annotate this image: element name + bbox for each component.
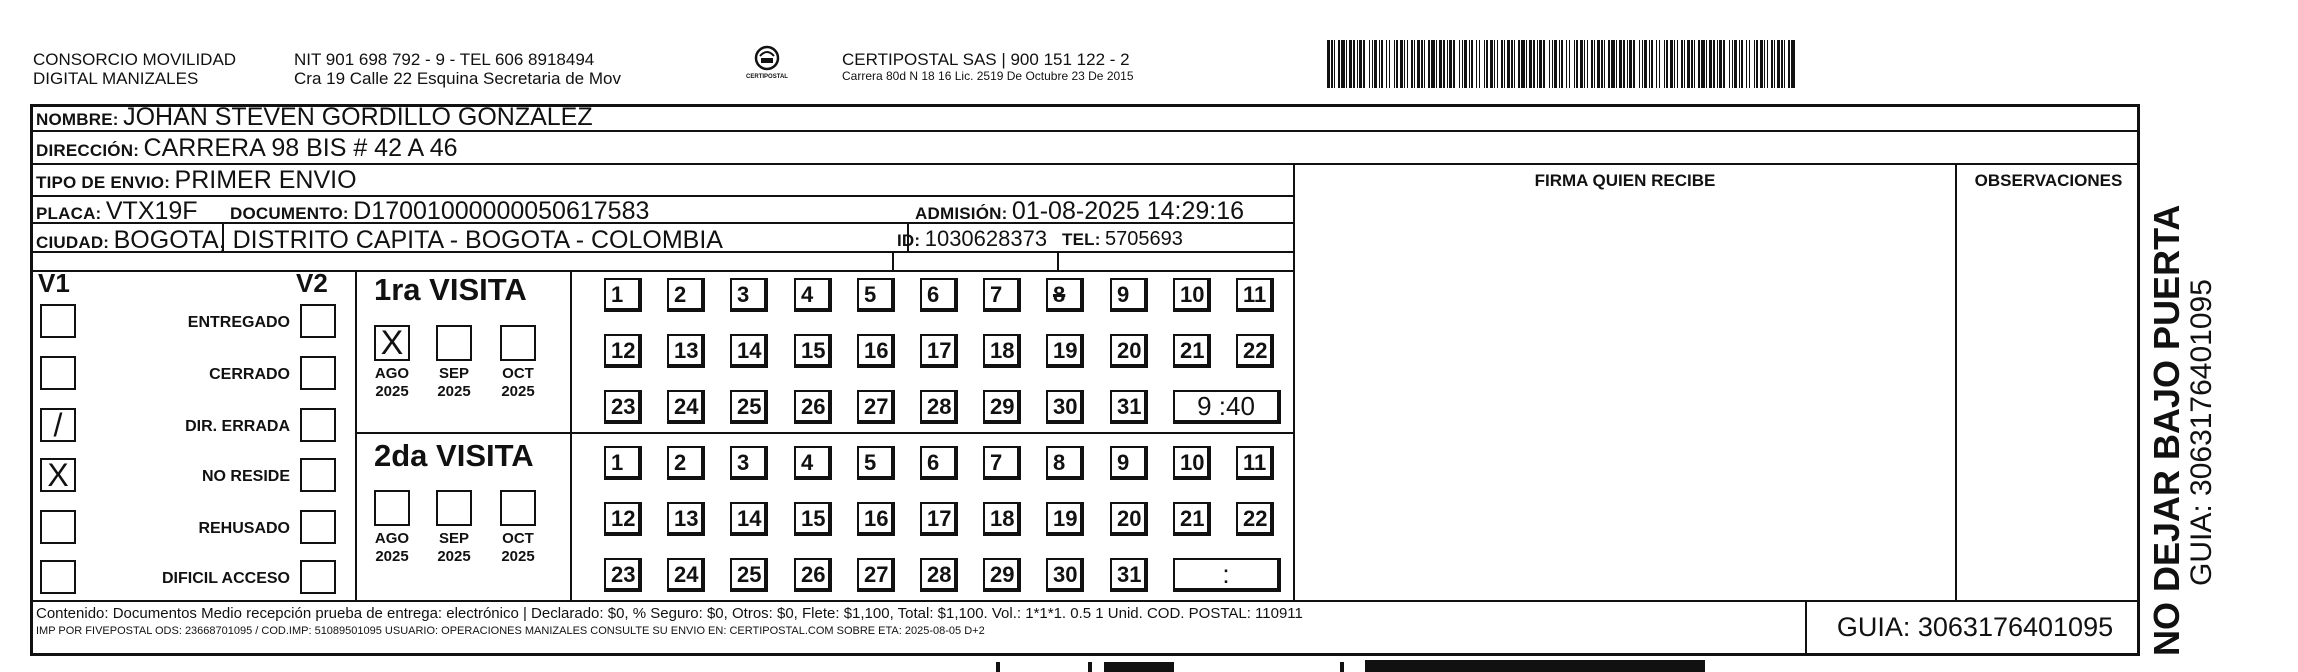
nit-line: NIT 901 698 792 - 9 - TEL 606 8918494 [294,50,595,69]
day-box[interactable]: 29 [983,558,1021,592]
tel-cell [1062,228,1183,251]
day-box[interactable]: 6 [920,446,958,480]
day-box[interactable]: 25 [730,558,768,592]
month-checkbox[interactable] [374,490,410,526]
top-barcode [1327,40,1795,88]
time-field[interactable]: 9 :40 [1173,390,1281,424]
day-box[interactable]: 29 [983,390,1021,424]
v1-checkbox[interactable]: X [40,458,76,492]
v2-checkbox[interactable] [300,304,336,338]
barcode-fragment [1104,662,1174,672]
time-field[interactable]: : [1173,558,1281,592]
plate-cell [36,197,198,226]
month-label: AGO [374,365,410,382]
company-address: Cra 19 Calle 22 Esquina Secretaria de Mov [294,69,621,88]
day-box[interactable]: 27 [857,390,895,424]
day-box[interactable]: 17 [920,334,958,368]
day-box[interactable]: 5 [857,446,895,480]
month-label: AGO [374,530,410,547]
day-box[interactable]: 31 [1110,558,1148,592]
year-label: 2025 [375,548,409,565]
id-value: 1030628373 [924,226,1048,251]
company-line2: DIGITAL MANIZALES [33,69,199,88]
barcode-fragment [1340,662,1344,672]
day-box[interactable]: 9 [1110,446,1148,480]
day-box[interactable]: 3 [730,446,768,480]
courier-info [842,50,1134,83]
day-box[interactable]: 23 [604,558,642,592]
v2-checkbox[interactable] [300,356,336,390]
document-label: DOCUMENTO: [230,204,349,223]
day-box[interactable]: 8 [1046,446,1084,480]
day-box[interactable]: 30 [1046,558,1084,592]
day-box[interactable]: 22 [1236,334,1274,368]
certipostal-logo [742,44,792,84]
day-box[interactable]: 11 [1236,278,1274,312]
day-box[interactable]: 9 [1110,278,1148,312]
month-label: SEP [438,365,469,382]
logo-text: CERTIPOSTAL [746,74,788,80]
day-box[interactable]: 21 [1173,334,1211,368]
v1-checkbox[interactable]: / [40,408,76,442]
visit2-title: 2da VISITA [374,438,534,473]
signature-area[interactable] [1297,196,1953,598]
month-label: OCT [502,365,534,382]
barcode-fragment [1365,660,1705,672]
month-checkbox[interactable] [436,325,472,361]
day-box[interactable]: 19 [1046,502,1084,536]
observations-label: OBSERVACIONES [1974,171,2123,190]
day-box[interactable]: 13 [667,502,705,536]
day-box[interactable]: 14 [730,502,768,536]
plate-label: PLACA: [36,204,102,223]
day-box[interactable]: 1 [604,278,642,312]
side-guia: GUIA: 3063176401095 [2185,279,2218,586]
status-label: CERRADO [209,366,290,383]
address-label: DIRECCIÓN: [36,141,140,160]
day-box[interactable]: 22 [1236,502,1274,536]
v1-header: V1 [38,268,70,298]
day-box[interactable]: 18 [983,502,1021,536]
day-box[interactable]: 10 [1173,278,1211,312]
signature-label: FIRMA QUIEN RECIBE [1534,171,1716,190]
status-label: DIFICIL ACCESO [161,570,290,587]
side-warning: NO DEJAR BAJO PUERTA [2146,204,2187,656]
day-box[interactable]: 5 [857,278,895,312]
content-line: Contenido: Documentos Medio recepción prueba de entrega: electrónico | Declarado: $0, % Seguro: $0, Otros: $0, Flete: $1,100, Total: $1,100. Vol.: 1*1*1. 0.5 1 Unid. COD. POSTAL: 110911 [36,605,1303,622]
month-label: SEP [438,530,469,547]
company-name [33,50,236,88]
day-box[interactable]: 16 [857,502,895,536]
day-box[interactable]: 4 [794,278,832,312]
day-box[interactable]: 23 [604,390,642,424]
company-contact [294,50,621,88]
name-value: JOHAN STEVEN GORDILLO GONZALEZ [123,103,593,131]
v2-checkbox[interactable] [300,560,336,594]
year-label: 2025 [501,383,535,400]
plate-value: VTX19F [105,197,198,225]
year-label: 2025 [437,548,471,565]
address-value: CARRERA 98 BIS # 42 A 46 [143,134,458,162]
month-checkbox[interactable] [500,325,536,361]
send-type-value: PRIMER ENVIO [174,166,357,194]
day-box[interactable]: 15 [794,502,832,536]
day-box[interactable]: 8 [1046,278,1084,312]
visit1-title: 1ra VISITA [374,272,527,307]
day-box[interactable]: 7 [983,278,1021,312]
city-value: BOGOTA, DISTRITO CAPITA - BOGOTA - COLOMBIA [113,226,723,254]
day-box[interactable]: 27 [857,558,895,592]
status-label: REHUSADO [198,520,290,537]
tel-value: 5705693 [1105,228,1183,250]
day-box[interactable]: 6 [920,278,958,312]
tel-label: TEL: [1062,230,1101,249]
status-label: DIR. ERRADA [185,418,290,435]
v1-checkbox[interactable] [40,560,76,594]
month-checkbox[interactable] [436,490,472,526]
day-box[interactable]: 26 [794,390,832,424]
barcode-fragment [1088,662,1092,672]
send-type-label: TIPO DE ENVIO: [36,173,171,192]
year-label: 2025 [375,383,409,400]
month-checkbox[interactable] [500,490,536,526]
day-box[interactable]: 12 [604,502,642,536]
status-label: ENTREGADO [187,314,290,331]
company-line1: CONSORCIO MOVILIDAD [33,50,237,69]
year-label: 2025 [501,548,535,565]
admission-label: ADMISIÓN: [915,204,1008,223]
day-box[interactable]: 20 [1110,502,1148,536]
name-label: NOMBRE: [36,110,119,129]
v1-checkbox[interactable] [40,356,76,390]
v2-header: V2 [296,268,328,298]
document-cell [230,197,649,226]
day-box[interactable]: 28 [920,390,958,424]
day-box[interactable]: 12 [604,334,642,368]
status-label: NO RESIDE [201,468,290,485]
day-box[interactable]: 2 [667,446,705,480]
address-row [36,134,458,163]
day-box[interactable]: 24 [667,390,705,424]
day-box[interactable]: 30 [1046,390,1084,424]
year-label: 2025 [437,383,471,400]
day-box[interactable]: 10 [1173,446,1211,480]
day-box[interactable]: 11 [1236,446,1274,480]
day-box[interactable]: 14 [730,334,768,368]
v2-checkbox[interactable] [300,510,336,544]
day-box[interactable]: 31 [1110,390,1148,424]
side-notice [2148,205,2218,656]
courier-address: Carrera 80d N 18 16 Lic. 2519 De Octubre 23 De 2015 [842,69,1134,83]
name-row [36,103,593,132]
day-box[interactable]: 26 [794,558,832,592]
day-box[interactable]: 16 [857,334,895,368]
day-box[interactable]: 15 [794,334,832,368]
id-cell [897,226,1047,252]
day-box[interactable]: 24 [667,558,705,592]
guia-number: GUIA: 3063176401095 [1836,612,2114,642]
barcode-fragment [996,662,1000,672]
day-box[interactable]: 18 [983,334,1021,368]
day-box[interactable]: 7 [983,446,1021,480]
imp-line: IMP POR FIVEPOSTAL ODS: 23668701095 / COD.IMP: 51089501095 USUARIO: OPERACIONES MANIZALES CONSULTE SU ENVIO EN: CERTIPOSTAL.COM SOBRE ETA: 2025-08-05 D+2 [36,625,985,637]
day-box[interactable]: 19 [1046,334,1084,368]
id-label: ID: [897,231,921,250]
day-box[interactable]: 3 [730,278,768,312]
day-box[interactable]: 13 [667,334,705,368]
barcode-bar [1791,40,1795,88]
day-box[interactable]: 1 [604,446,642,480]
day-box[interactable]: 25 [730,390,768,424]
day-box[interactable]: 2 [667,278,705,312]
admission-value: 01-08-2025 14:29:16 [1011,197,1245,225]
day-box[interactable]: 4 [794,446,832,480]
day-box[interactable]: 20 [1110,334,1148,368]
city-label: CIUDAD: [36,233,110,252]
day-box[interactable]: 28 [920,558,958,592]
courier-line: CERTIPOSTAL SAS | 900 151 122 - 2 [842,50,1130,69]
v1-checkbox[interactable] [40,304,76,338]
send-type-row [36,166,357,195]
v1-checkbox[interactable] [40,510,76,544]
observations-area[interactable] [1959,196,2137,598]
v2-checkbox[interactable] [300,408,336,442]
day-box[interactable]: 17 [920,502,958,536]
day-box[interactable]: 21 [1173,502,1211,536]
city-cell [36,226,723,255]
month-checkbox[interactable]: X [374,325,410,361]
v2-checkbox[interactable] [300,458,336,492]
month-label: OCT [502,530,534,547]
document-value: D17001000000050617583 [353,197,650,225]
admission-cell [915,197,1244,226]
